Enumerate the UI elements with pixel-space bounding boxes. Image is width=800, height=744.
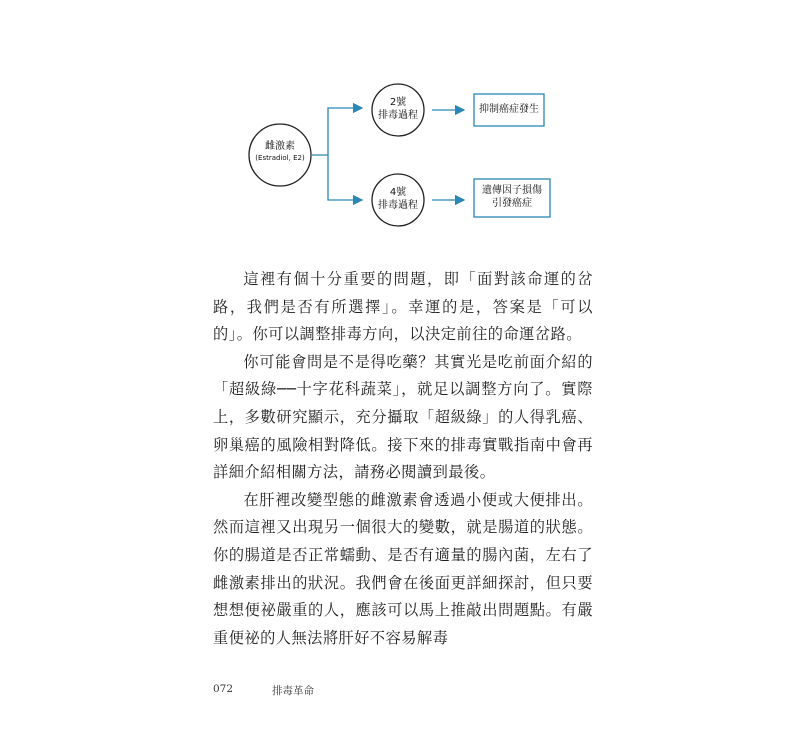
paragraph: 你可能會問是不是得吃藥？其實光是吃前面介紹的「超級綠──十字花科蔬菜」，就足以調整方向了。實際上，多數研究顯示，充分攝取「超級綠」的人得乳癌、卵巢癌的風險相對降低。接下來的排毒實戰指南中會再詳細介紹相關方法，請務必閱讀到最後。 xyxy=(213,352,593,482)
paragraph: 在肝裡改變型態的雌激素會透過小便或大便排出。然而這裡又出現另一個很大的變數，就是腸道的狀態。你的腸道是否正常蠕動、是否有適量的腸內菌，左右了雌激素排出的狀況。我們會在後面更詳細探討，但只要想想便祕嚴重的人，應該可以馬上推敲出問題點。有嚴重便祕的人無法將肝好不容易解毒 xyxy=(213,490,593,647)
pathway-2-number: 2號 xyxy=(389,97,407,108)
pathway-2-process: 排毒過程 xyxy=(378,109,418,121)
outcome-bottom-line2: 引發癌症 xyxy=(492,197,532,209)
pathway-4-process: 排毒過程 xyxy=(378,199,418,211)
pathway-diagram xyxy=(0,0,800,240)
estradiol-abbrev: (Estradiol, E2) xyxy=(255,153,305,162)
paragraph: 這裡有個十分重要的問題，即「面對該命運的岔路，我們是否有所選擇」。幸運的是，答案是「可以的」。你可以調整排毒方向，以決定前往的命運岔路。 xyxy=(213,270,593,344)
pathway-4-label xyxy=(372,187,424,212)
outcome-top-text: 抑制癌症發生 xyxy=(479,104,539,115)
running-title: 排毒革命 xyxy=(272,685,314,697)
body-text xyxy=(213,266,593,652)
outcome-bottom-label xyxy=(474,185,550,210)
branch-line xyxy=(311,108,362,155)
estradiol-label xyxy=(249,141,311,162)
page-number: 072 xyxy=(213,683,234,695)
estradiol-name: 雌激素 xyxy=(265,141,295,152)
outcome-bottom-line1: 遺傳因子損傷 xyxy=(482,185,542,196)
pathway-2-label xyxy=(372,97,424,122)
outcome-top-label xyxy=(474,104,544,117)
pathway-4-number: 4號 xyxy=(389,187,407,198)
branch-line xyxy=(328,155,362,200)
